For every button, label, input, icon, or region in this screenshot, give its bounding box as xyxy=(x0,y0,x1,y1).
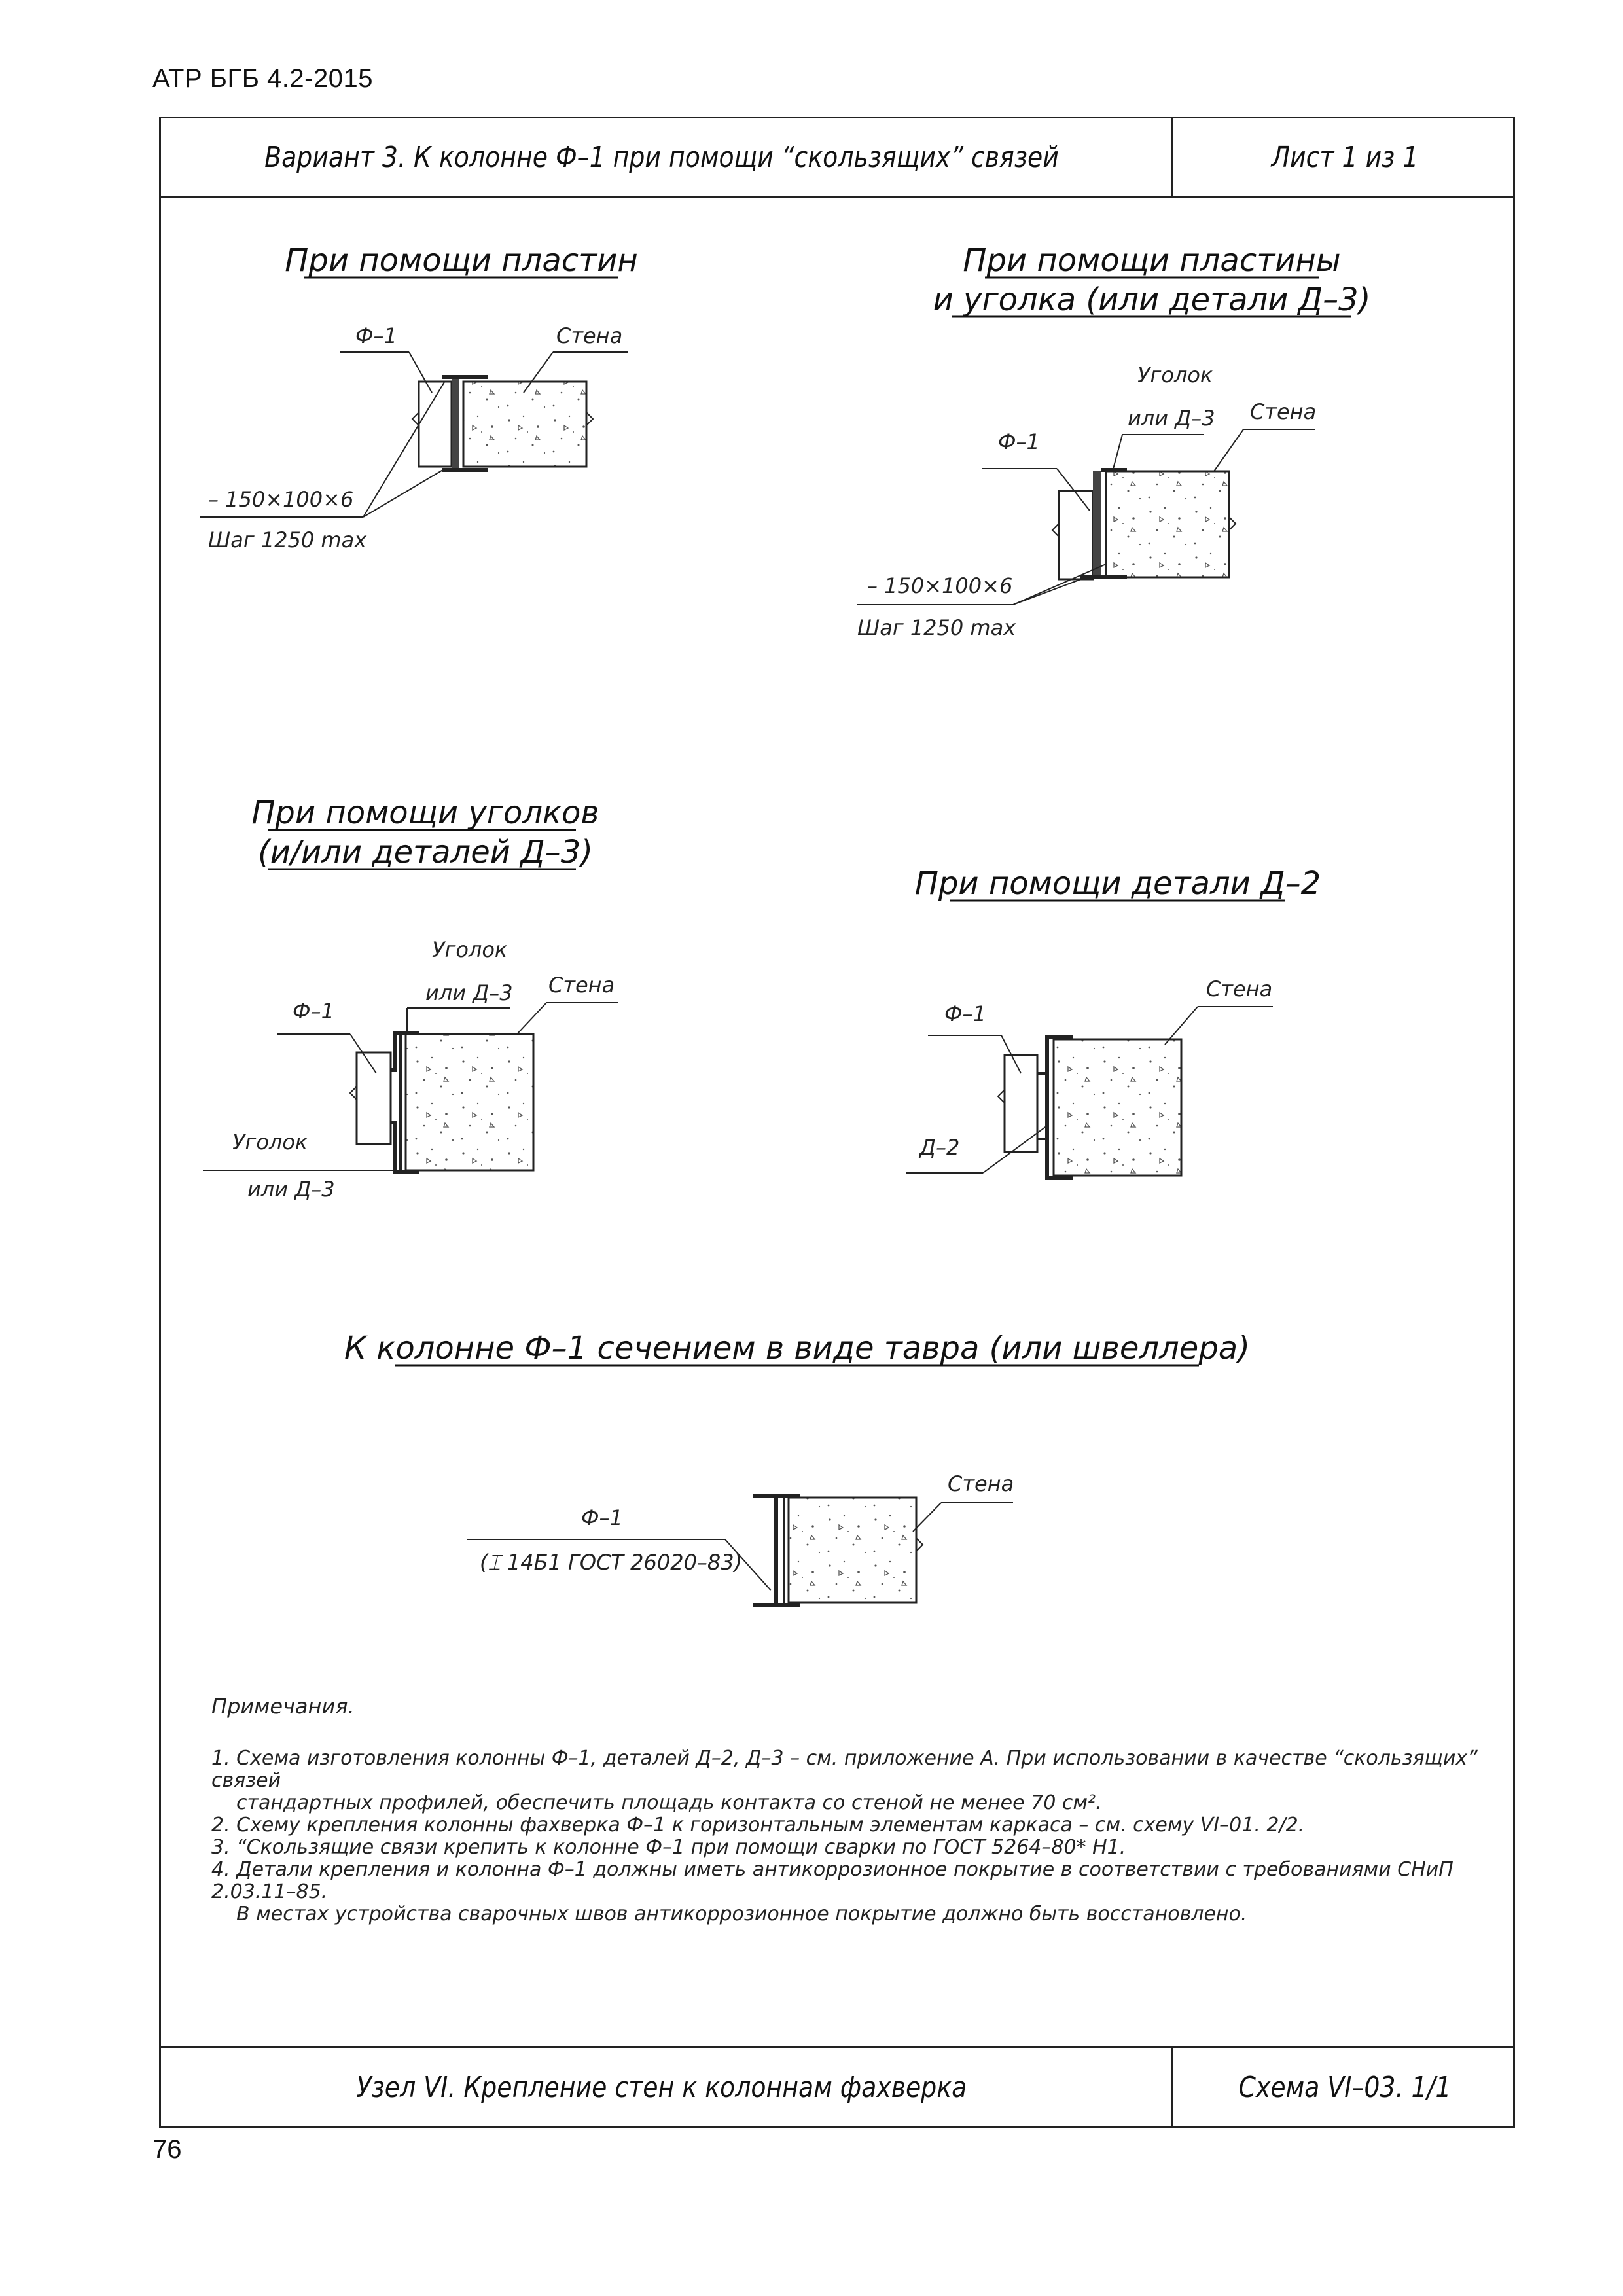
label-f1: Ф–1 xyxy=(293,999,334,1024)
document-code: АТР БГБ 4.2-2015 xyxy=(152,64,373,93)
note-4-continued: В местах устройства сварочных швов антикоррозионное покрытие должно быть восстановлено. xyxy=(236,1903,1247,1926)
label-wall: Стена xyxy=(548,973,615,997)
wall-section xyxy=(1054,1039,1181,1175)
detail-tee-title: К колонне Ф–1 сечением в виде тавра (или швеллера) xyxy=(344,1330,1250,1367)
label-f1: Ф–1 xyxy=(944,1001,986,1026)
label-wall: Стена xyxy=(1206,977,1273,1001)
label-f1: Ф–1 xyxy=(355,323,397,348)
label-wall: Стена xyxy=(948,1471,1014,1496)
column-f1 xyxy=(1059,491,1093,579)
sheet-counter: Лист 1 из 1 xyxy=(1271,140,1419,174)
detail-plate-angle-title-1: При помощи пластины xyxy=(963,242,1341,279)
detail-plates-title: При помощи пластин xyxy=(285,242,638,279)
detail-d2 xyxy=(906,865,1321,1178)
label-f1: Ф–1 xyxy=(581,1505,623,1530)
leader-line xyxy=(1113,435,1122,471)
scheme-number: Схема VI–03. 1/1 xyxy=(1238,2070,1452,2104)
detail-tee xyxy=(344,1330,1250,1605)
label-wall: Стена xyxy=(556,323,623,348)
leader-line xyxy=(1214,429,1243,471)
detail-angles xyxy=(203,795,618,1202)
wall-section xyxy=(789,1498,916,1602)
label-angle-or: или Д–3 xyxy=(425,980,513,1005)
note-1-continued: стандартных профилей, обеспечить площадь контакта со стеной не менее 70 см². xyxy=(236,1791,1102,1814)
connection-plate xyxy=(452,378,459,470)
label-d2: Д–2 xyxy=(919,1135,960,1160)
note-4: 4. Детали крепления и колонна Ф–1 должны иметь антикоррозионное покрытие в соответствии с требованиями СНиП 2.03.11–85. xyxy=(211,1858,1454,1903)
column-f1 xyxy=(1005,1055,1037,1152)
label-wall: Стена xyxy=(1250,399,1317,424)
label-angle: Уголок xyxy=(432,937,508,962)
node-title: Узел VI. Крепление стен к колоннам фахверка xyxy=(356,2070,967,2104)
detail-plate-angle-title-2: и уголка (или детали Д–3) xyxy=(933,281,1371,318)
note-3: 3. “Скользящие связи крепить к колонне Ф–1 при помощи сварки по ГОСТ 5264–80* Н1. xyxy=(211,1836,1126,1859)
detail-plate-angle xyxy=(857,242,1370,640)
sheet-title: Вариант 3. К колонне Ф–1 при помощи “скользящих” связей xyxy=(264,140,1059,174)
detail-angles-title-2: (и/или деталей Д–3) xyxy=(258,834,593,870)
wall-section xyxy=(463,382,586,467)
wall-section xyxy=(406,1034,533,1170)
detail-d2-title: При помощи детали Д–2 xyxy=(914,865,1321,902)
label-angle-2: Уголок xyxy=(232,1130,308,1155)
label-plate: – 150×100×6 xyxy=(867,573,1013,598)
label-step: Шаг 1250 max xyxy=(208,528,367,552)
label-angle: Уголок xyxy=(1137,363,1213,387)
notes-heading: Примечания. xyxy=(211,1694,355,1719)
connection-plate xyxy=(1093,471,1101,576)
leader-line xyxy=(517,1003,546,1034)
label-step: Шаг 1250 max xyxy=(857,615,1016,640)
label-angle-2-or: или Д–3 xyxy=(247,1177,335,1202)
note-2: 2. Схему крепления колонны фахверка Ф–1 к горизонтальным элементам каркаса – см. схему VI–01. 2/2. xyxy=(211,1814,1305,1837)
leader-line xyxy=(363,469,445,517)
note-1: 1. Схема изготовления колонны Ф–1, деталей Д–2, Д–3 – см. приложение А. При использовании в качестве “скользящих” связей xyxy=(211,1747,1478,1792)
notes-section xyxy=(211,1695,1494,1926)
column-f1 xyxy=(419,382,452,467)
label-angle-or: или Д–3 xyxy=(1128,406,1215,431)
detail-angles-title-1: При помощи уголков xyxy=(251,795,599,831)
column-f1 xyxy=(357,1052,391,1144)
detail-plates xyxy=(200,242,638,552)
wall-section xyxy=(1106,471,1229,577)
label-f1: Ф–1 xyxy=(998,429,1040,454)
label-plate: – 150×100×6 xyxy=(208,487,354,512)
page-number: 76 xyxy=(152,2135,182,2164)
label-profile: (⌶ 14Б1 ГОСТ 26020–83) xyxy=(480,1550,743,1575)
